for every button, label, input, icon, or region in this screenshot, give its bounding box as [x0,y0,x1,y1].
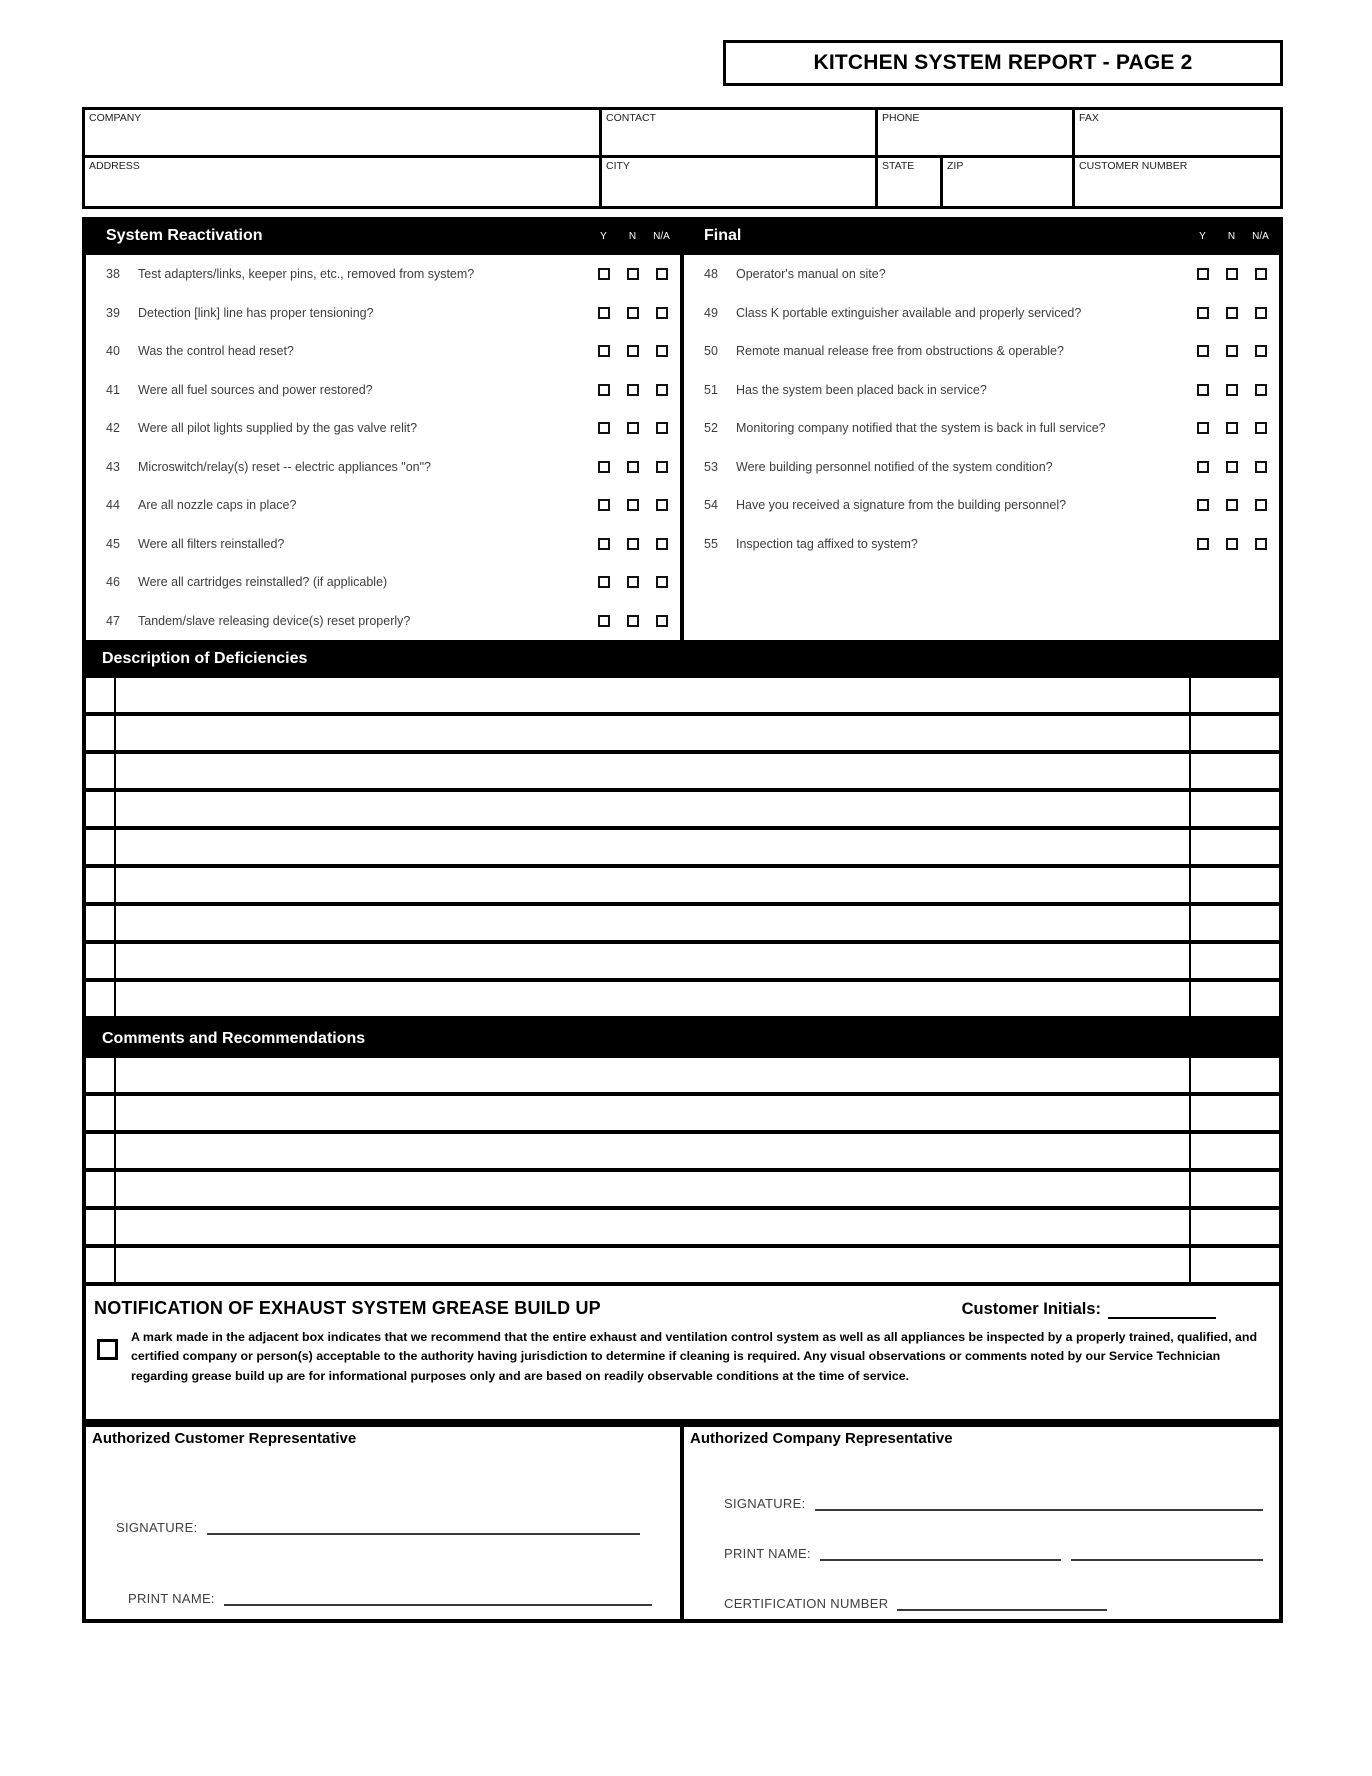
comment-entry-line[interactable] [116,1248,1189,1282]
item-number: 49 [704,305,718,320]
checkbox-no[interactable] [627,576,639,588]
deficiency-row-end-cell[interactable] [1189,754,1279,788]
item-number: 55 [704,536,718,551]
answer-boxes [1188,461,1275,473]
deficiency-row-number-cell[interactable] [86,906,116,940]
checkbox-yes[interactable] [1197,268,1209,280]
item-question: Was the control head reset? [138,344,294,359]
comments-rows [82,1058,1283,1286]
comment-row-end-cell[interactable] [1189,1134,1279,1168]
comment-row [86,1248,1279,1286]
checkbox-no[interactable] [1226,499,1238,511]
checkbox-yes[interactable] [598,268,610,280]
customer-print-name-label: PRINT NAME: [128,1591,215,1606]
column-yes: Y [1199,230,1206,242]
checkbox-na[interactable] [656,384,668,396]
comment-row-number-cell[interactable] [86,1210,116,1244]
deficiency-entry-line[interactable] [116,944,1189,978]
item-question: Class K portable extinguisher available and properly serviced? [736,305,1082,320]
customer-info-table [82,107,1283,209]
item-question: Operator's manual on site? [736,267,886,282]
comment-row-number-cell[interactable] [86,1248,116,1282]
answer-boxes [1188,384,1275,396]
section-final [684,217,1283,640]
answer-boxes [589,268,676,280]
checkbox-na[interactable] [656,268,668,280]
comment-row [86,1096,1279,1134]
deficiency-row [86,754,1279,792]
checkbox-no[interactable] [627,422,639,434]
checkbox-na[interactable] [656,422,668,434]
checkbox-na[interactable] [1255,499,1267,511]
item-number: 46 [106,575,120,590]
comment-row-number-cell[interactable] [86,1134,116,1168]
zip-field[interactable] [943,158,1075,206]
company-signature-line[interactable] [815,1495,1264,1511]
header-row-1 [85,110,1280,158]
deficiency-row-number-cell[interactable] [86,754,116,788]
fax-field[interactable] [1075,110,1280,155]
checkbox-no[interactable] [627,538,639,550]
deficiency-row-number-cell[interactable] [86,982,116,1016]
item-number: 42 [106,421,120,436]
company-print-name-line-2[interactable] [1071,1545,1263,1561]
checklist-item-row [684,294,1279,333]
checkbox-no[interactable] [1226,268,1238,280]
deficiency-entry-line[interactable] [116,716,1189,750]
comment-entry-line[interactable] [116,1134,1189,1168]
item-question: Has the system been placed back in service? [736,382,987,397]
deficiency-row-end-cell[interactable] [1189,982,1279,1016]
deficiency-entry-line[interactable] [116,678,1189,712]
deficiency-entry-line[interactable] [116,982,1189,1016]
city-label: CITY [606,160,630,172]
authorized-customer-representative-box [82,1423,684,1623]
header-row-2 [85,158,1280,206]
company-representative-title: Authorized Company Representative [690,1430,953,1447]
comment-row [86,1172,1279,1210]
contact-field[interactable] [602,110,878,155]
checkbox-na[interactable] [1255,384,1267,396]
item-question: Tandem/slave releasing device(s) reset properly? [138,613,411,628]
item-question: Were all pilot lights supplied by the gas valve relit? [138,421,418,436]
deficiency-row-number-cell[interactable] [86,792,116,826]
signature-section [82,1423,1283,1623]
item-number: 40 [106,344,120,359]
comment-row [86,1058,1279,1096]
deficiency-row-number-cell[interactable] [86,868,116,902]
answer-column-headers [589,231,676,242]
checkbox-no[interactable] [627,461,639,473]
item-number: 47 [106,613,120,628]
final-header-bar [684,217,1279,255]
deficiency-row [86,716,1279,754]
comment-entry-line[interactable] [116,1210,1189,1244]
checklist-item-row [86,332,680,371]
comments-title: Comments and Recommendations [102,1030,366,1047]
item-question: Have you received a signature from the building personnel? [736,498,1067,513]
checklist-item-row [86,294,680,333]
answer-boxes [589,576,676,588]
company-print-name-label: PRINT NAME: [724,1546,811,1561]
deficiency-entry-line[interactable] [116,754,1189,788]
checklist-item-row [86,255,680,294]
item-question: Are all nozzle caps in place? [138,498,297,513]
checkbox-na[interactable] [656,345,668,357]
checkbox-yes[interactable] [598,538,610,550]
checklist-item-row [684,371,1279,410]
comment-entry-line[interactable] [116,1096,1189,1130]
checkbox-no[interactable] [627,615,639,627]
column-na: N/A [1252,230,1269,242]
checkbox-yes[interactable] [1197,422,1209,434]
comment-row-end-cell[interactable] [1189,1096,1279,1130]
customer-number-field[interactable] [1075,158,1280,206]
deficiency-row [86,830,1279,868]
item-number: 44 [106,498,120,513]
answer-boxes [589,422,676,434]
column-no: N [628,230,637,242]
checklist-item-row [86,602,680,641]
checkbox-na[interactable] [1255,268,1267,280]
checkbox-no[interactable] [1226,384,1238,396]
answer-boxes [589,461,676,473]
deficiency-entry-line[interactable] [116,906,1189,940]
deficiency-row [86,944,1279,982]
system-reactivation-header-bar [86,217,680,255]
page-title: KITCHEN SYSTEM REPORT - PAGE 2 [723,40,1283,86]
checkbox-yes[interactable] [1197,461,1209,473]
answer-boxes [1188,538,1275,550]
checkbox-no[interactable] [627,345,639,357]
item-question: Inspection tag affixed to system? [736,536,918,551]
authorized-company-representative-box [680,1423,1283,1623]
checkbox-no[interactable] [1226,307,1238,319]
answer-boxes [589,538,676,550]
final-items [684,255,1279,563]
deficiency-row-number-cell[interactable] [86,830,116,864]
item-number: 54 [704,498,718,513]
checklist-item-row [684,332,1279,371]
checkbox-na[interactable] [656,576,668,588]
column-yes: Y [600,230,607,242]
company-field[interactable] [85,110,602,155]
comment-row-end-cell[interactable] [1189,1248,1279,1282]
checkbox-na[interactable] [1255,461,1267,473]
comment-row-end-cell[interactable] [1189,1058,1279,1092]
checkbox-na[interactable] [1255,345,1267,357]
certification-number-label: CERTIFICATION NUMBER [724,1596,889,1611]
checkbox-no[interactable] [627,384,639,396]
fax-label: FAX [1079,112,1099,124]
comment-row [86,1210,1279,1248]
item-question: Microswitch/relay(s) reset -- electric appliances "on"? [138,459,431,474]
checkbox-na[interactable] [656,538,668,550]
comment-row-number-cell[interactable] [86,1172,116,1206]
checkbox-yes[interactable] [598,422,610,434]
city-field[interactable] [602,158,878,206]
item-question: Test adapters/links, keeper pins, etc., removed from system? [138,267,475,282]
deficiency-row [86,868,1279,906]
answer-boxes [589,307,676,319]
system-reactivation-items [86,255,680,640]
checkbox-na[interactable] [656,307,668,319]
deficiency-row [86,678,1279,716]
item-question: Were all filters reinstalled? [138,536,285,551]
customer-number-label: CUSTOMER NUMBER [1079,160,1188,172]
answer-column-headers [1188,231,1275,242]
answer-boxes [589,499,676,511]
checklist-item-row [684,409,1279,448]
deficiency-entry-line[interactable] [116,792,1189,826]
checkbox-na[interactable] [1255,538,1267,550]
comment-row-number-cell[interactable] [86,1096,116,1130]
comment-row-end-cell[interactable] [1189,1210,1279,1244]
checkbox-yes[interactable] [1197,538,1209,550]
checkbox-no[interactable] [1226,345,1238,357]
kitchen-system-report-form [82,40,1283,1623]
customer-initials-label: Customer Initials: [961,1300,1101,1318]
answer-boxes [1188,345,1275,357]
notification-body-text: A mark made in the adjacent box indicates that we recommend that the entire exhaust and ventilation control system as well as all appliances be inspected by a properly trained, qualified, and certified company or person(s) acceptable to the authority having jurisdiction to determine if cleaning is required. Any visual observations or comments noted by our Service Technician regarding grease build up are for informational purposes only and are based on readily observable conditions at the time of service. [131,1330,1258,1383]
answer-boxes [1188,499,1275,511]
section-system-reactivation [82,217,684,640]
item-number: 43 [106,459,120,474]
checkbox-yes[interactable] [1197,345,1209,357]
item-number: 41 [106,382,120,397]
contact-label: CONTACT [606,112,656,124]
checkbox-no[interactable] [1226,538,1238,550]
deficiency-row-number-cell[interactable] [86,716,116,750]
checkbox-yes[interactable] [598,384,610,396]
checkbox-no[interactable] [627,307,639,319]
checklist-item-row [86,563,680,602]
state-label: STATE [882,160,915,172]
comment-entry-line[interactable] [116,1058,1189,1092]
column-no: N [1227,230,1236,242]
item-number: 39 [106,305,120,320]
checkbox-no[interactable] [627,268,639,280]
checkbox-yes[interactable] [598,499,610,511]
checklist-item-row [86,448,680,487]
answer-boxes [1188,307,1275,319]
checklist-item-row [684,486,1279,525]
item-question: Were building personnel notified of the system condition? [736,459,1053,474]
checkbox-na[interactable] [1255,422,1267,434]
item-question: Were all cartridges reinstalled? (if applicable) [138,575,388,590]
answer-boxes [1188,268,1275,280]
deficiency-row-end-cell[interactable] [1189,830,1279,864]
checklist-item-row [86,486,680,525]
checkbox-na[interactable] [656,461,668,473]
phone-field[interactable] [878,110,1075,155]
customer-initials-line[interactable] [1108,1304,1216,1319]
answer-boxes [589,345,676,357]
deficiency-row-end-cell[interactable] [1189,868,1279,902]
item-number: 38 [106,267,120,282]
item-number: 52 [704,421,718,436]
state-field[interactable] [878,158,943,206]
zip-label: ZIP [947,160,964,172]
comment-row-number-cell[interactable] [86,1058,116,1092]
item-question: Remote manual release free from obstructions & operable? [736,344,1064,359]
grease-buildup-checkbox[interactable] [97,1339,118,1360]
checklist-item-row [684,525,1279,564]
deficiency-row-end-cell[interactable] [1189,906,1279,940]
checkbox-yes[interactable] [598,307,610,319]
customer-initials [962,1300,1216,1319]
item-question: Monitoring company notified that the system is back in full service? [736,421,1106,436]
checkbox-na[interactable] [1255,307,1267,319]
comment-row [86,1134,1279,1172]
company-print-name-line[interactable] [820,1545,1061,1561]
item-question: Detection [link] line has proper tensioning? [138,305,374,320]
section-title: System Reactivation [106,227,263,244]
item-number: 53 [704,459,718,474]
answer-boxes [1188,422,1275,434]
deficiencies-header-bar [82,640,1283,678]
checklist-item-row [86,371,680,410]
deficiency-row-number-cell[interactable] [86,944,116,978]
checkbox-na[interactable] [656,615,668,627]
deficiency-row [86,792,1279,830]
column-na: N/A [653,230,670,242]
section-title: Final [704,227,742,244]
checkbox-yes[interactable] [598,345,610,357]
company-label: COMPANY [89,112,142,124]
answer-boxes [589,615,676,627]
item-number: 50 [704,344,718,359]
customer-signature-label: SIGNATURE: [116,1520,198,1535]
checkbox-yes[interactable] [1197,499,1209,511]
customer-print-name-line[interactable] [224,1590,652,1606]
comment-entry-line[interactable] [116,1172,1189,1206]
checkbox-no[interactable] [1226,461,1238,473]
checklist-item-row [86,525,680,564]
comment-row-end-cell[interactable] [1189,1172,1279,1206]
checkbox-no[interactable] [1226,422,1238,434]
certification-number-line[interactable] [897,1595,1107,1611]
checkbox-yes[interactable] [1197,307,1209,319]
checkbox-no[interactable] [627,499,639,511]
deficiency-row-end-cell[interactable] [1189,792,1279,826]
deficiencies-rows [82,678,1283,1020]
address-field[interactable] [85,158,602,206]
customer-representative-title: Authorized Customer Representative [92,1430,357,1447]
checklist-item-row [86,409,680,448]
company-signature-label: SIGNATURE: [724,1496,806,1511]
notification-title: NOTIFICATION OF EXHAUST SYSTEM GREASE BUILD UP [94,1298,601,1318]
checkbox-yes[interactable] [598,461,610,473]
deficiency-row [86,982,1279,1020]
checkbox-yes[interactable] [598,576,610,588]
customer-signature-line[interactable] [207,1519,641,1535]
deficiency-row-end-cell[interactable] [1189,944,1279,978]
checkbox-yes[interactable] [1197,384,1209,396]
comments-header-bar [82,1020,1283,1058]
item-number: 45 [106,536,120,551]
deficiencies-title: Description of Deficiencies [102,650,308,667]
address-label: ADDRESS [89,160,140,172]
deficiency-row-end-cell[interactable] [1189,678,1279,712]
checkbox-na[interactable] [656,499,668,511]
deficiency-row [86,906,1279,944]
grease-buildup-notification [82,1286,1283,1423]
deficiency-row-end-cell[interactable] [1189,716,1279,750]
item-number: 51 [704,382,718,397]
deficiency-row-number-cell[interactable] [86,678,116,712]
checklist-item-row [684,255,1279,294]
deficiency-entry-line[interactable] [116,830,1189,864]
checklist [82,217,1283,640]
item-number: 48 [704,267,718,282]
deficiency-entry-line[interactable] [116,868,1189,902]
checklist-item-row [684,448,1279,487]
item-question: Were all fuel sources and power restored? [138,382,373,397]
checkbox-yes[interactable] [598,615,610,627]
answer-boxes [589,384,676,396]
phone-label: PHONE [882,112,920,124]
